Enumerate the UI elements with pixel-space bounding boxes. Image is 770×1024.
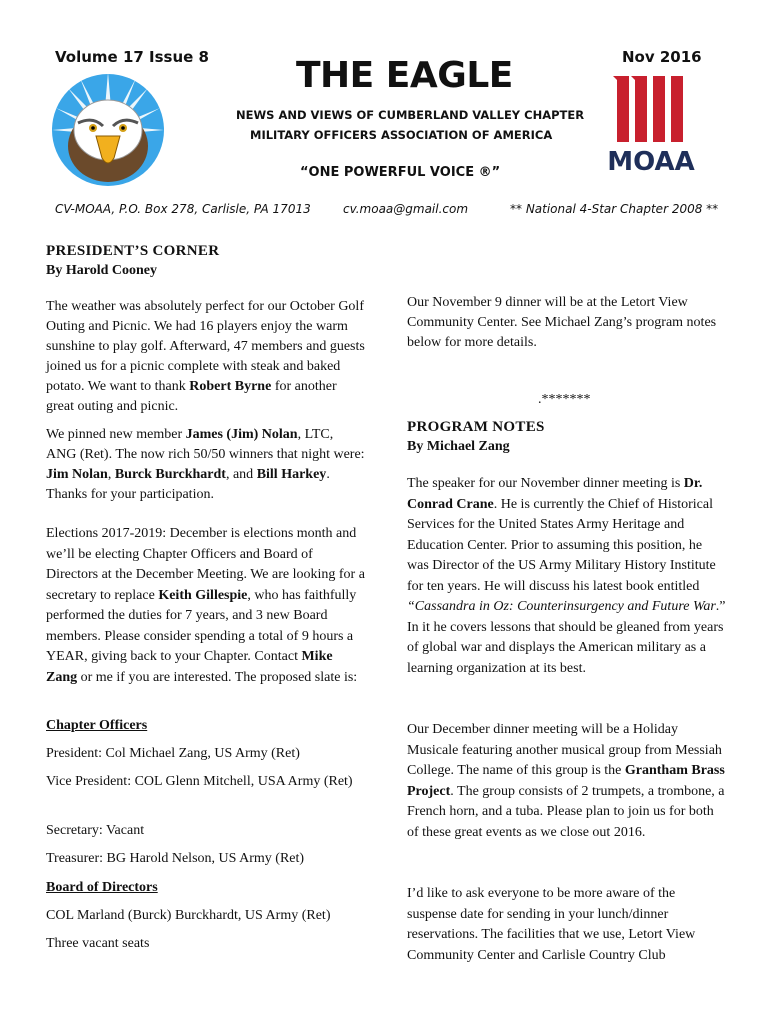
program-p2: Our December dinner meeting will be a Holiday Musicale featuring another musical group from Messiah College. The name of this group is the Grantham Brass Project. The group consists of 2 trumpets, a trombone, a French horn, and a tuba. Please plan to join us for both of these great events as we close out 2016.	[407, 722, 725, 840]
presidents-corner-byline: By Harold Cooney	[46, 263, 157, 278]
volume-issue: Volume 17 Issue 8	[55, 48, 209, 66]
moaa-logo	[603, 72, 703, 180]
subtitle-line1: NEWS AND VIEWS OF CUMBERLAND VALLEY CHAPTER	[236, 108, 585, 122]
presidents-corner-heading: PRESIDENT’S CORNER	[46, 243, 220, 259]
dinner-note: Our November 9 dinner will be at the Letort View Community Center. See Michael Zang’s program notes below for more details.	[407, 295, 717, 350]
newsletter-title: THE EAGLE	[296, 55, 513, 96]
presidents-p2: We pinned new member James (Jim) Nolan, LTC, ANG (Ret). The now rich 50/50 winners that night were: Jim Nolan, Burck Burckhardt, and Bill Harkey. Thanks for your participation.	[46, 427, 365, 502]
chapter-address: CV-MOAA, P.O. Box 278, Carlisle, PA 17013	[55, 202, 311, 216]
award-line: ** National 4-Star Chapter 2008 **	[510, 202, 719, 216]
board-vacancies: Three vacant seats	[46, 936, 150, 951]
moaa-logo-text: MOAA	[607, 147, 695, 177]
program-notes-byline: By Michael Zang	[407, 439, 510, 454]
presidents-p1: The weather was absolutely perfect for our October Golf Outing and Picnic. We had 16 players enjoy the warm sunshine to play golf. Afterward, 47 members and guests joined us for a picnic complete with steak and baked potato. We want to thank Robert Byrne for another great outing and picnic.	[46, 299, 365, 414]
motto: “ONE POWERFUL VOICE ®”	[300, 165, 501, 180]
officer-treasurer: Treasurer: BG Harold Nelson, US Army (Ret)	[46, 851, 305, 866]
board-heading: Board of Directors	[46, 880, 158, 895]
board-member: COL Marland (Burck) Burckhardt, US Army (Ret)	[46, 908, 331, 923]
program-notes-heading: PROGRAM NOTES	[407, 419, 545, 435]
presidents-p3: Elections 2017-2019: December is elections month and we’ll be electing Chapter Officers and Board of Directors at the December Meeting. We are looking for a secretary to replace Keith Gillespie, who has faithfully performed the duties for 7 years, and 3 new Board members. Please consider spending a total of 9 hours a YEAR, giving back to your Chapter. Contact Mike Zang or me if you are interested. The proposed slate is:	[46, 526, 365, 685]
eagle-icon	[48, 68, 168, 188]
officer-secretary: Secretary: Vacant	[46, 823, 145, 838]
program-p3: I’d like to ask everyone to be more aware of the suspense date for sending in your lunch/dinner reservations. The facilities that we use, Letort View Community Center and Carlisle Country Club	[407, 886, 696, 963]
subtitle-line2: MILITARY OFFICERS ASSOCIATION OF AMERICA	[250, 128, 553, 142]
issue-date: Nov 2016	[622, 48, 702, 66]
program-p1: The speaker for our November dinner meeting is Dr. Conrad Crane. He is currently the Chief of Historical Services for the United States Army Heritage and Education Center. Prior to assuming this position, he was Director of the US Army Military History Institute for ten years. He will discuss his latest book entitled “Cassandra in Oz: Counterinsurgency and Future War.” In it he covers lessons that should be gleaned from years of global war and displays the American military as a learning organization at its best.	[407, 476, 726, 676]
separator: .*******	[538, 392, 591, 407]
officer-president: President: Col Michael Zang, US Army (Ret)	[46, 746, 300, 761]
officer-vice-president: Vice President: COL Glenn Mitchell, USA Army (Ret)	[46, 774, 353, 789]
chapter-officers-heading: Chapter Officers	[46, 718, 148, 733]
chapter-email: cv.moaa@gmail.com	[343, 202, 469, 216]
